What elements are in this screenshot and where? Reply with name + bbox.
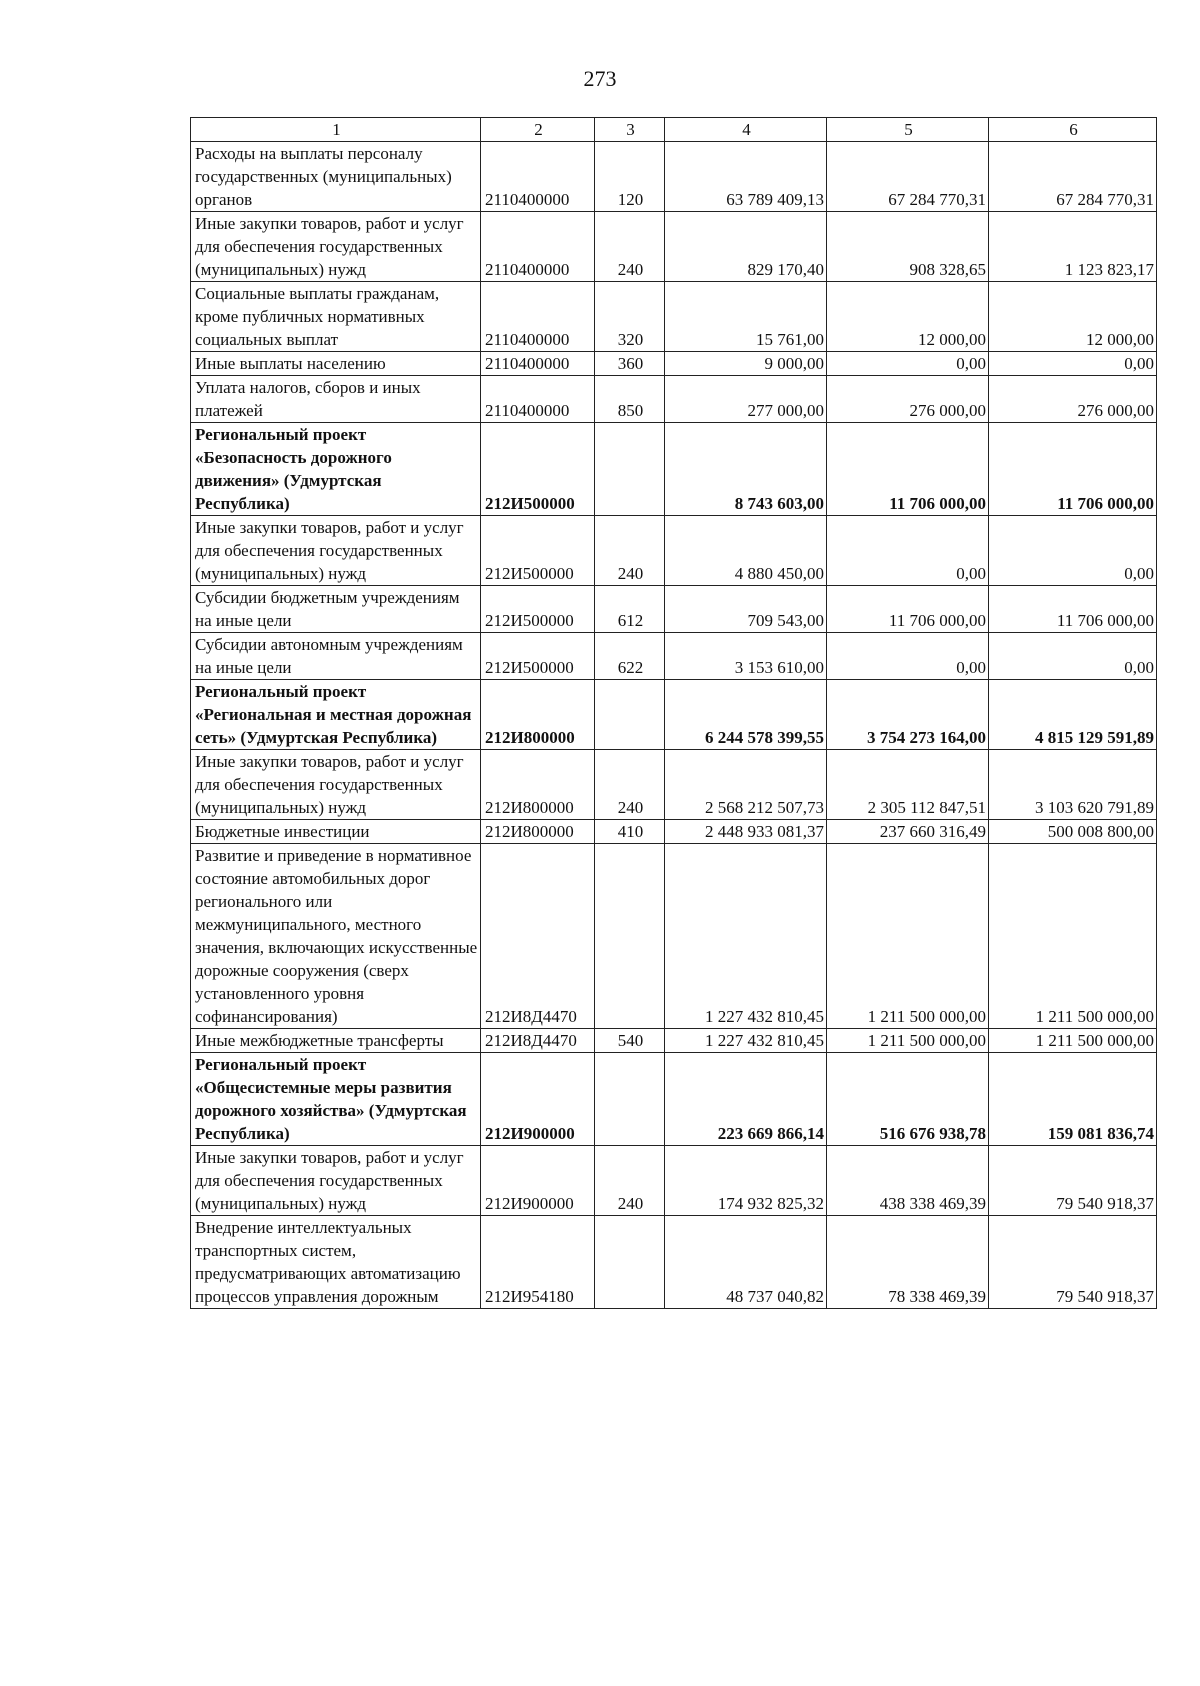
row-name-cell: Региональный проект «Безопасность дорожного движения» (Удмуртская Республика): [191, 423, 481, 516]
row-value-col4-cell: 2 568 212 507,73: [665, 750, 827, 820]
row-value-col5-cell: 11 706 000,00: [827, 586, 989, 633]
row-expense-type-cell: 360: [595, 352, 665, 376]
row-value-col6-cell: 0,00: [989, 516, 1157, 586]
row-code-cell: 212И500000: [481, 423, 595, 516]
row-value-col4-cell: 15 761,00: [665, 282, 827, 352]
row-code-cell: 212И800000: [481, 820, 595, 844]
page-number: 273: [583, 66, 617, 91]
row-value-col5-cell: 11 706 000,00: [827, 423, 989, 516]
table-row: [191, 1146, 1157, 1216]
row-expense-type-cell: 410: [595, 820, 665, 844]
row-value-col5-cell: 3 754 273 164,00: [827, 680, 989, 750]
row-code-cell: 212И900000: [481, 1146, 595, 1216]
row-expense-type-cell: 850: [595, 376, 665, 423]
row-value-col5-cell: 237 660 316,49: [827, 820, 989, 844]
row-value-col6-cell: 1 211 500 000,00: [989, 844, 1157, 1029]
row-value-col6-cell: 500 008 800,00: [989, 820, 1157, 844]
table-row: [191, 352, 1157, 376]
row-name-cell: Расходы на выплаты персоналу государственных (муниципальных) органов: [191, 142, 481, 212]
row-name-cell: Субсидии бюджетным учреждениям на иные цели: [191, 586, 481, 633]
row-value-col6-cell: 11 706 000,00: [989, 423, 1157, 516]
row-value-col5-cell: 516 676 938,78: [827, 1053, 989, 1146]
row-value-col6-cell: 79 540 918,37: [989, 1146, 1157, 1216]
column-header-4: 4: [665, 118, 827, 142]
row-value-col4-cell: 8 743 603,00: [665, 423, 827, 516]
row-value-col6-cell: 1 123 823,17: [989, 212, 1157, 282]
row-value-col4-cell: 277 000,00: [665, 376, 827, 423]
table-body: [191, 142, 1157, 1309]
row-expense-type-cell: 240: [595, 212, 665, 282]
row-name-cell: Социальные выплаты гражданам, кроме публичных нормативных социальных выплат: [191, 282, 481, 352]
row-value-col6-cell: 3 103 620 791,89: [989, 750, 1157, 820]
row-code-cell: 212И8Д4470: [481, 844, 595, 1029]
row-expense-type-cell: 320: [595, 282, 665, 352]
row-expense-type-cell: [595, 423, 665, 516]
row-name-cell: Бюджетные инвестиции: [191, 820, 481, 844]
row-expense-type-cell: 240: [595, 750, 665, 820]
row-name-cell: Иные закупки товаров, работ и услуг для обеспечения государственных (муниципальных) нужд: [191, 212, 481, 282]
row-value-col5-cell: 1 211 500 000,00: [827, 1029, 989, 1053]
row-expense-type-cell: [595, 1216, 665, 1309]
row-value-col6-cell: 11 706 000,00: [989, 586, 1157, 633]
row-name-cell: Уплата налогов, сборов и иных платежей: [191, 376, 481, 423]
row-value-col6-cell: 0,00: [989, 633, 1157, 680]
table-row: [191, 1216, 1157, 1309]
row-value-col5-cell: 12 000,00: [827, 282, 989, 352]
row-expense-type-cell: 540: [595, 1029, 665, 1053]
table-row: [191, 820, 1157, 844]
table-row: [191, 1029, 1157, 1053]
row-expense-type-cell: 240: [595, 516, 665, 586]
row-code-cell: 212И800000: [481, 680, 595, 750]
row-value-col4-cell: 63 789 409,13: [665, 142, 827, 212]
row-value-col4-cell: 1 227 432 810,45: [665, 844, 827, 1029]
row-name-cell: Региональный проект «Общесистемные меры развития дорожного хозяйства» (Удмуртская Республика): [191, 1053, 481, 1146]
row-value-col4-cell: 2 448 933 081,37: [665, 820, 827, 844]
row-name-cell: Иные закупки товаров, работ и услуг для обеспечения государственных (муниципальных) нужд: [191, 516, 481, 586]
row-expense-type-cell: [595, 844, 665, 1029]
table-row: [191, 844, 1157, 1029]
row-value-col6-cell: 276 000,00: [989, 376, 1157, 423]
row-expense-type-cell: 240: [595, 1146, 665, 1216]
column-header-2: 2: [481, 118, 595, 142]
row-code-cell: 2110400000: [481, 376, 595, 423]
row-value-col6-cell: 67 284 770,31: [989, 142, 1157, 212]
table-header-row: [191, 118, 1157, 142]
row-value-col6-cell: 1 211 500 000,00: [989, 1029, 1157, 1053]
row-code-cell: 2110400000: [481, 352, 595, 376]
row-value-col6-cell: 12 000,00: [989, 282, 1157, 352]
row-name-cell: Развитие и приведение в нормативное состояние автомобильных дорог регионального или межмуниципального, местного значения, включающих искусственные дорожные сооружения (сверх установленного уровня софинансирования): [191, 844, 481, 1029]
row-value-col4-cell: 4 880 450,00: [665, 516, 827, 586]
row-code-cell: 212И900000: [481, 1053, 595, 1146]
row-code-cell: 2110400000: [481, 212, 595, 282]
column-header-5: 5: [827, 118, 989, 142]
table-row: [191, 423, 1157, 516]
row-code-cell: 212И500000: [481, 516, 595, 586]
row-value-col5-cell: 276 000,00: [827, 376, 989, 423]
row-name-cell: Иные закупки товаров, работ и услуг для обеспечения государственных (муниципальных) нужд: [191, 1146, 481, 1216]
row-code-cell: 212И500000: [481, 633, 595, 680]
row-code-cell: 212И800000: [481, 750, 595, 820]
row-name-cell: Субсидии автономным учреждениям на иные цели: [191, 633, 481, 680]
column-header-1: 1: [191, 118, 481, 142]
row-name-cell: Иные межбюджетные трансферты: [191, 1029, 481, 1053]
row-name-cell: Иные закупки товаров, работ и услуг для обеспечения государственных (муниципальных) нужд: [191, 750, 481, 820]
row-value-col6-cell: 0,00: [989, 352, 1157, 376]
row-code-cell: 212И954180: [481, 1216, 595, 1309]
row-value-col4-cell: 223 669 866,14: [665, 1053, 827, 1146]
row-expense-type-cell: 120: [595, 142, 665, 212]
row-name-cell: Региональный проект «Региональная и местная дорожная сеть» (Удмуртская Республика): [191, 680, 481, 750]
table-row: [191, 750, 1157, 820]
row-value-col4-cell: 829 170,40: [665, 212, 827, 282]
row-value-col5-cell: 0,00: [827, 633, 989, 680]
row-value-col4-cell: 174 932 825,32: [665, 1146, 827, 1216]
row-value-col5-cell: 2 305 112 847,51: [827, 750, 989, 820]
row-value-col5-cell: 438 338 469,39: [827, 1146, 989, 1216]
column-header-3: 3: [595, 118, 665, 142]
table-row: [191, 376, 1157, 423]
row-code-cell: 2110400000: [481, 282, 595, 352]
row-value-col5-cell: 67 284 770,31: [827, 142, 989, 212]
row-value-col5-cell: 1 211 500 000,00: [827, 844, 989, 1029]
budget-table: [190, 117, 1157, 1309]
row-code-cell: 212И500000: [481, 586, 595, 633]
row-expense-type-cell: 612: [595, 586, 665, 633]
row-expense-type-cell: 622: [595, 633, 665, 680]
row-code-cell: 212И8Д4470: [481, 1029, 595, 1053]
column-header-6: 6: [989, 118, 1157, 142]
row-value-col4-cell: 1 227 432 810,45: [665, 1029, 827, 1053]
row-expense-type-cell: [595, 1053, 665, 1146]
table-row: [191, 1053, 1157, 1146]
table-row: [191, 212, 1157, 282]
row-code-cell: 2110400000: [481, 142, 595, 212]
row-value-col5-cell: 78 338 469,39: [827, 1216, 989, 1309]
row-name-cell: Иные выплаты населению: [191, 352, 481, 376]
row-value-col4-cell: 6 244 578 399,55: [665, 680, 827, 750]
row-value-col4-cell: 3 153 610,00: [665, 633, 827, 680]
table-row: [191, 282, 1157, 352]
row-value-col6-cell: 4 815 129 591,89: [989, 680, 1157, 750]
row-expense-type-cell: [595, 680, 665, 750]
table-row: [191, 516, 1157, 586]
row-value-col5-cell: 0,00: [827, 352, 989, 376]
row-value-col4-cell: 9 000,00: [665, 352, 827, 376]
row-value-col5-cell: 0,00: [827, 516, 989, 586]
row-value-col5-cell: 908 328,65: [827, 212, 989, 282]
table-row: [191, 633, 1157, 680]
row-value-col6-cell: 79 540 918,37: [989, 1216, 1157, 1309]
table-row: [191, 586, 1157, 633]
table-row: [191, 680, 1157, 750]
row-value-col4-cell: 709 543,00: [665, 586, 827, 633]
row-name-cell: Внедрение интеллектуальных транспортных систем, предусматривающих автоматизацию процессов управления дорожным: [191, 1216, 481, 1309]
row-value-col4-cell: 48 737 040,82: [665, 1216, 827, 1309]
row-value-col6-cell: 159 081 836,74: [989, 1053, 1157, 1146]
table-row: [191, 142, 1157, 212]
